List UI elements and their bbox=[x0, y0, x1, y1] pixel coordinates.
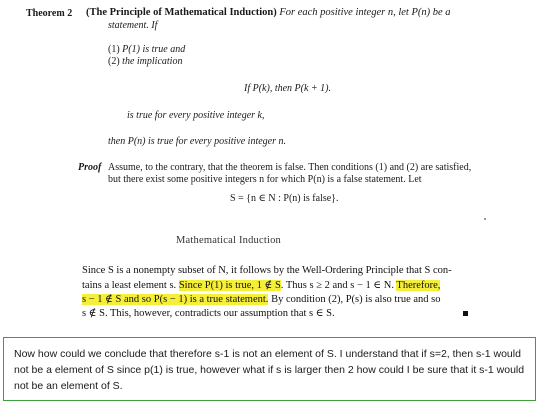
theorem-title-rest: For each positive integer n, let P(n) be a bbox=[276, 7, 451, 18]
theorem-implication: If P(k), then P(k + 1). bbox=[244, 83, 331, 94]
theorem-condition-2 bbox=[108, 56, 182, 67]
qed-square-icon bbox=[463, 311, 468, 316]
highlight-p1-true: Since P(1) is true, 1 ∉ S bbox=[178, 280, 281, 291]
theorem-statement-line: statement. If bbox=[108, 20, 158, 31]
theorem-title bbox=[86, 7, 451, 18]
line-2-pre: tains a least element s. bbox=[82, 280, 179, 291]
highlight-s-minus-1: s − 1 ∉ S and so P(s − 1) is a true statement. bbox=[82, 294, 269, 305]
theorem-true-for-every: is true for every positive integer k, bbox=[127, 110, 265, 121]
theorem-conclusion: then P(n) is true for every positive integer n. bbox=[108, 136, 287, 147]
section-line-3 bbox=[82, 293, 441, 305]
highlight-therefore: Therefore, bbox=[396, 280, 441, 291]
proof-line-1: Assume, to the contrary, that the theorem is false. Then conditions (1) and (2) are satisfied, bbox=[108, 162, 472, 173]
line-3-post: By condition (2), P(s) is also true and so bbox=[268, 294, 441, 305]
line-2-post: . Thus s ≥ 2 and s − 1 ∈ N. bbox=[280, 280, 397, 291]
section-line-2 bbox=[82, 279, 440, 291]
section-line-4: s ∉ S. This, however, contradicts our assumption that s ∈ S. bbox=[82, 308, 335, 319]
condition-1-text: P(1) is true and bbox=[119, 44, 186, 55]
condition-2-text: the implication bbox=[119, 56, 183, 67]
theorem-condition-1 bbox=[108, 44, 185, 55]
set-definition: S = {n ∈ N : P(n) is false}. bbox=[230, 193, 339, 204]
section-line-1: Since S is a nonempty subset of N, it follows by the Well-Ordering Principle that S con- bbox=[82, 265, 452, 276]
condition-2-number: (2) bbox=[108, 56, 120, 67]
theorem-label: Theorem 2 bbox=[26, 8, 73, 19]
question-box bbox=[3, 337, 536, 401]
proof-label: Proof bbox=[78, 162, 102, 173]
proof-line-2: but there exist some positive integers n for which P(n) is a false statement. Let bbox=[108, 174, 422, 185]
theorem-title-bold: (The Principle of Mathematical Induction) bbox=[86, 7, 277, 18]
question-text: Now how could we conclude that therefore s-1 is not an element of S. I understand that if s=2, then s-1 would not be a element of S since p(1) is true, however what if s is larger then 2 how could I be sure that it s-1 would not be an element of S. bbox=[14, 348, 525, 392]
stray-dot bbox=[484, 218, 486, 220]
section-title: Mathematical Induction bbox=[176, 235, 281, 246]
condition-1-number: (1) bbox=[108, 44, 120, 55]
